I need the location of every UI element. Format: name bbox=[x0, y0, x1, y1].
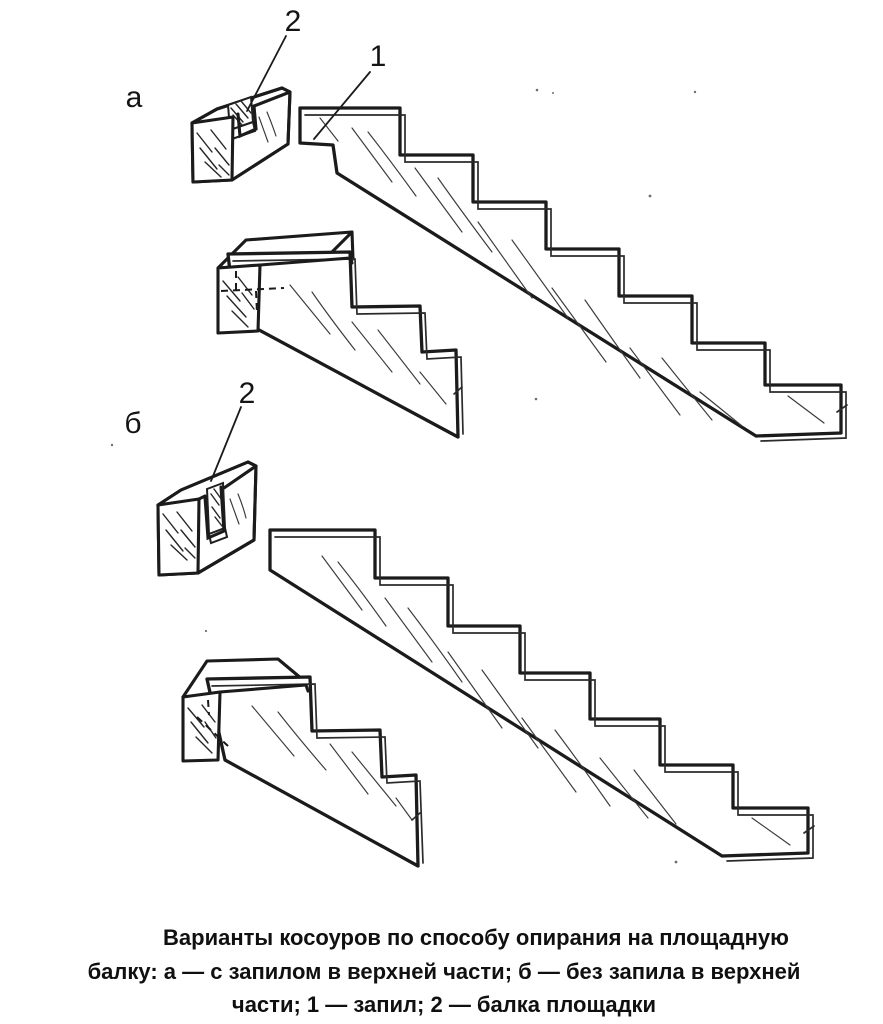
beam-b-end-face bbox=[158, 499, 199, 575]
variant-b-group bbox=[124, 377, 814, 866]
variant-b-label: б bbox=[124, 407, 142, 440]
variant-a-label: а bbox=[125, 81, 143, 114]
caption-line-2: балку: а — с запилом в верхней части; б — без запила в верхней bbox=[87, 958, 801, 984]
variant-b-assembled bbox=[183, 659, 423, 866]
beam-b2-end-face bbox=[183, 692, 220, 761]
landing-beam-b-exploded bbox=[158, 462, 256, 575]
stringer-a2-profile bbox=[228, 252, 458, 437]
caption-line-3: части; 1 — запил; 2 — балка площадки bbox=[231, 992, 657, 1017]
callout-2b-label: 2 bbox=[238, 377, 256, 410]
landing-beam-a-exploded bbox=[192, 88, 290, 182]
callout-1-label: 1 bbox=[369, 40, 387, 73]
caption-line-1: Варианты косоуров по способу опирания на площадную bbox=[163, 925, 789, 950]
variant-a-group bbox=[126, 5, 847, 441]
callout-2a-label: 2 bbox=[284, 5, 302, 38]
figure-caption bbox=[72, 921, 816, 1022]
